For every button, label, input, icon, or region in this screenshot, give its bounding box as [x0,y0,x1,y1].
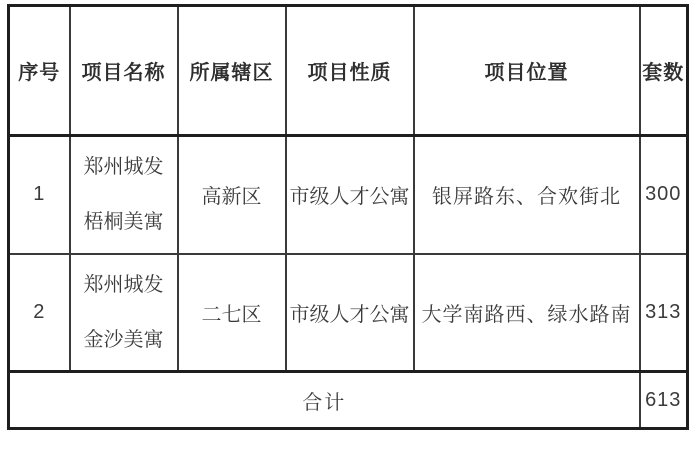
table-row-1 [9,136,688,254]
cell-project-name [70,136,178,254]
cell-nature: 市级人才公寓 [286,136,414,254]
cell-units: 300 [640,136,688,254]
project-name-lines [71,156,177,233]
col-header-name: 项目名称 [70,6,178,136]
project-name-line2: 金沙美寓 [83,328,164,351]
project-name-line1: 郑州城发 [83,273,164,296]
table-body [9,136,688,372]
cell-index: 1 [9,136,70,254]
cell-location: 银屏路东、合欢街北 [414,136,640,254]
cell-units: 313 [640,254,688,372]
col-header-units: 套数 [640,6,688,136]
cell-project-name [70,254,178,372]
col-header-location: 项目位置 [414,6,640,136]
table-footer [9,372,688,429]
total-row [9,372,688,429]
cell-district: 二七区 [178,254,286,372]
table-container [7,4,689,430]
cell-nature: 市级人才公寓 [286,254,414,372]
total-label: 合计 [9,372,640,429]
cell-district: 高新区 [178,136,286,254]
total-units: 613 [640,372,688,429]
housing-projects-table [7,4,689,430]
col-header-index: 序号 [9,6,70,136]
project-name-line2: 梧桐美寓 [83,211,164,234]
table-header [9,6,688,136]
col-header-district: 所属辖区 [178,6,286,136]
table-row-2 [9,254,688,372]
col-header-nature: 项目性质 [286,6,414,136]
project-name-lines [71,274,177,351]
header-row [9,6,688,136]
cell-location: 大学南路西、绿水路南 [414,254,640,372]
cell-index: 2 [9,254,70,372]
project-name-line1: 郑州城发 [83,156,164,179]
